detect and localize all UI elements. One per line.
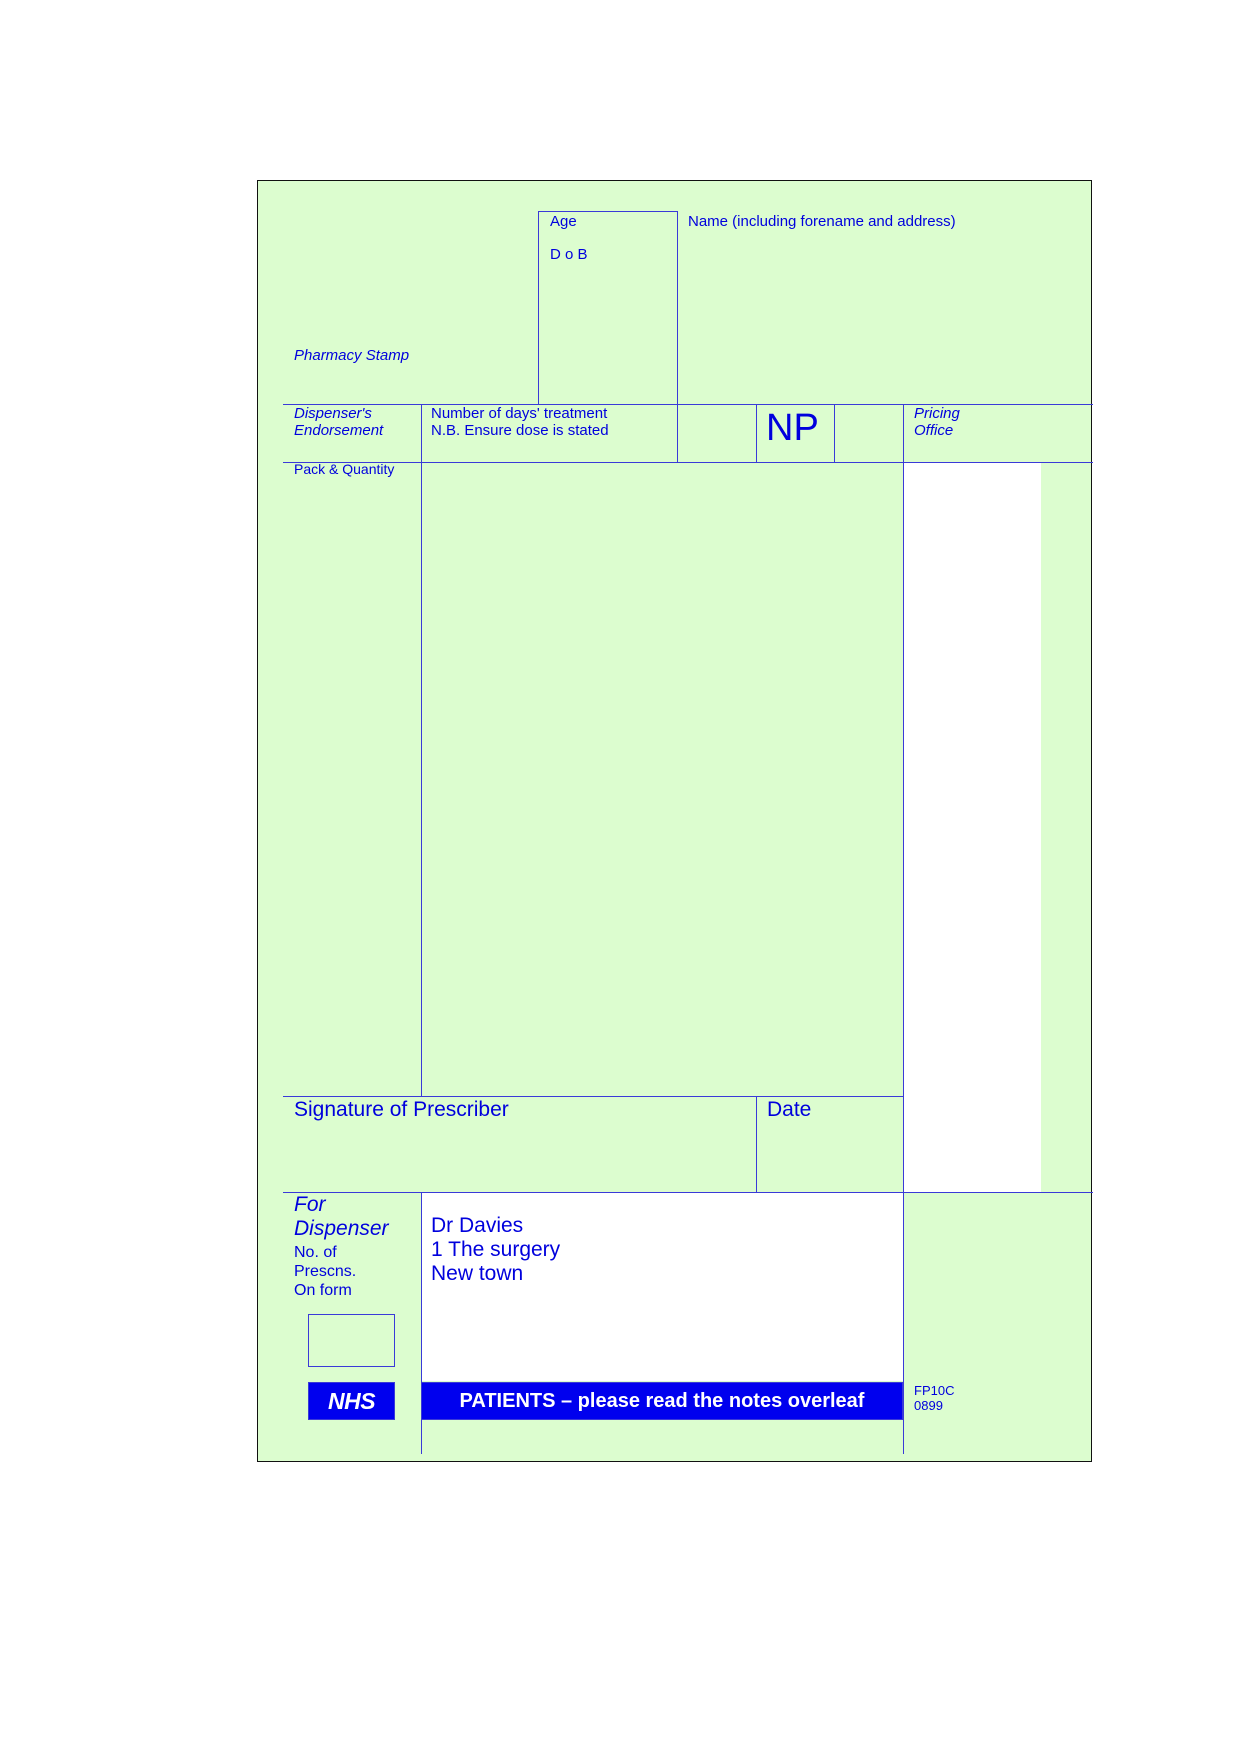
row-divider-dispenser (283, 1192, 1093, 1193)
prescns-line2: Prescns. (294, 1263, 357, 1280)
dispenser-endorsement-line1: Dispenser's (294, 405, 372, 422)
days-treatment-line2: N.B. Ensure dose is stated (431, 422, 609, 439)
days-treatment-line1: Number of days' treatment (431, 405, 608, 422)
np-label: NP (766, 407, 819, 449)
for-dispenser-line1: For (294, 1193, 326, 1216)
age-label: Age (550, 213, 577, 230)
col-divider-np-left (756, 404, 757, 462)
form-code-line2: 0899 (914, 1398, 943, 1413)
nhs-logo (308, 1382, 395, 1420)
col-divider-endorsement (421, 404, 422, 1097)
prescriber-address-line2: 1 The surgery (431, 1238, 561, 1261)
row-divider-top (283, 404, 1093, 405)
prescns-count-box[interactable] (308, 1314, 395, 1367)
prescriber-address-line1: Dr Davies (431, 1214, 524, 1237)
nhs-logo-text: NHS (327, 1387, 376, 1414)
name-box-left-rule (677, 211, 678, 463)
row-divider-endorsement (283, 462, 1093, 463)
col-divider-np-right (834, 404, 835, 462)
pack-quantity-label: Pack & Quantity (294, 461, 395, 477)
dispenser-endorsement-line2: Endorsement (294, 422, 384, 439)
pharmacy-stamp-label: Pharmacy Stamp (294, 347, 410, 364)
signature-label: Signature of Prescriber (294, 1098, 509, 1121)
patients-notice-bar (421, 1382, 903, 1420)
col-divider-pricing (903, 404, 904, 1454)
patients-notice-text: PATIENTS – please read the notes overleaf (459, 1389, 865, 1412)
prescription-form (257, 180, 1092, 1462)
for-dispenser-line2: Dispenser (294, 1217, 389, 1240)
pricing-office-line2: Office (914, 422, 954, 439)
name-label: Name (including forename and address) (688, 213, 956, 230)
prescns-line1: No. of (294, 1244, 337, 1261)
date-label: Date (767, 1098, 812, 1121)
col-divider-date (756, 1096, 757, 1193)
pricing-office-line1: Pricing (914, 405, 960, 422)
pricing-column-panel (903, 463, 1041, 1193)
age-dob-box[interactable] (538, 211, 678, 405)
row-divider-signature (283, 1096, 903, 1097)
form-code-line1: FP10C (914, 1383, 955, 1398)
prescns-line3: On form (294, 1282, 352, 1299)
dob-label: D o B (550, 246, 588, 263)
prescriber-address-line3: New town (431, 1262, 524, 1285)
